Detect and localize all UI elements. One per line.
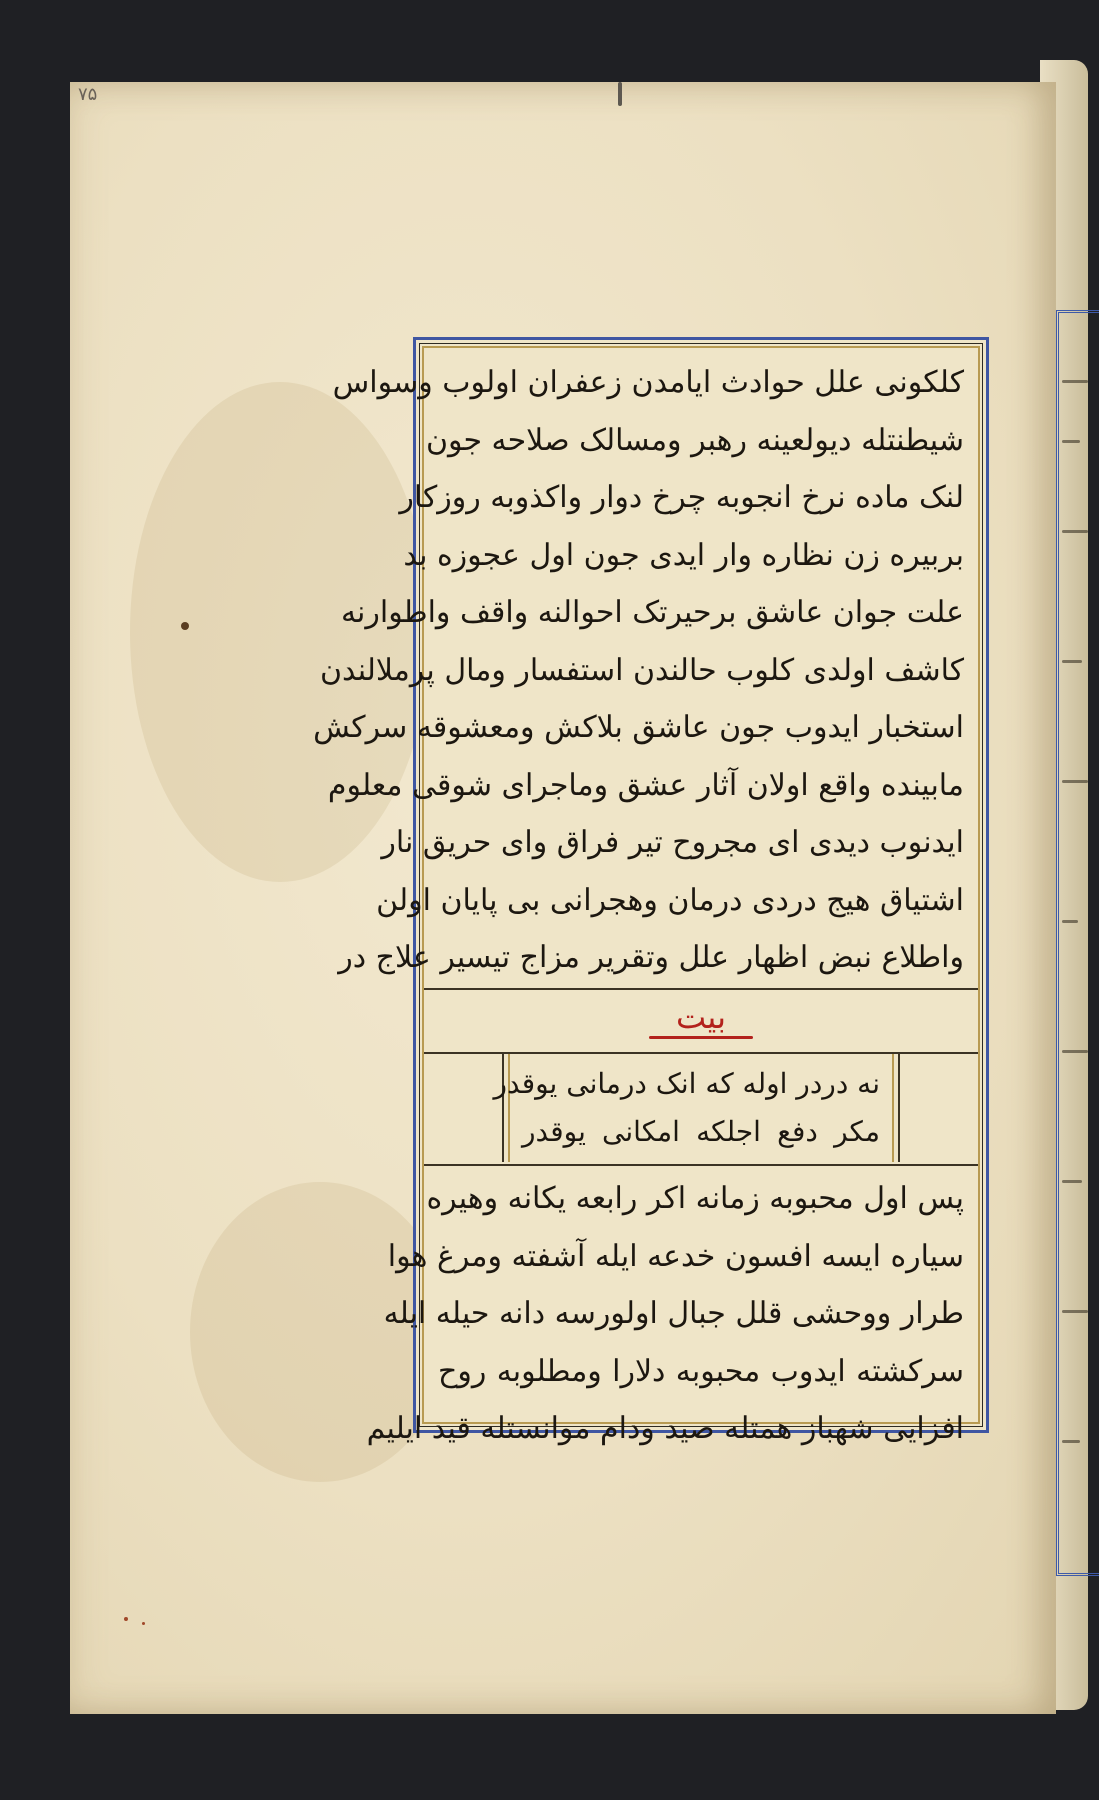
verse-line: مکر دفع اجلکه امکانی یوقدر (522, 1115, 880, 1148)
adjacent-text-stroke (1062, 1050, 1088, 1053)
text-line: اشتیاق هیج دردی درمان وهجرانی بی پایان اولن (376, 882, 964, 918)
text-line: طرار ووحشی قلل جبال اولورسه دانه حیله ایله (383, 1296, 964, 1331)
ink-spot (181, 622, 189, 630)
text-line: لنک ماده نرخ انجوبه چرخ دوار واکذوبه روزکار (399, 480, 964, 515)
text-line: کلکونی علل حوادث ایامدن زعفران اولوب وسواس (332, 365, 964, 400)
text-line: بربیره زن نظاره وار ایدی جون اول عجوزه بد (403, 537, 964, 573)
verse-heading-band (424, 992, 978, 1050)
verse-band (424, 1054, 978, 1162)
text-line: مابینده واقع اولان آثار عشق وماجرای شوقی معلوم (327, 767, 964, 803)
text-line: سیاره ایسه افسون خدعه ایله آشفته ومرغ هوا (387, 1238, 964, 1274)
text-line: شیطنتله دیولعینه رهبر ومسالک صلاحه جون (425, 422, 964, 458)
verse-box (493, 1054, 900, 1162)
thread-mark (618, 82, 622, 106)
text-line: ایدنوب دیدی ای مجروح تیر فراق وای حریق نار (381, 825, 964, 860)
text-line: سرکشته ایدوب محبوبه دلارا ومطلوبه روح (438, 1353, 964, 1389)
text-line: علت جوان عاشق برحیرتک احوالنه واقف واطوارنه (340, 595, 964, 630)
adjacent-text-stroke (1062, 780, 1088, 783)
prose-section-bottom (366, 1168, 978, 1446)
adjacent-text-stroke (1062, 1440, 1080, 1443)
manuscript-folio (70, 82, 1056, 1714)
text-line: استخبار ایدوب جون عاشق بلاکش ومعشوقه سرکش (313, 710, 964, 745)
ruling-line (424, 988, 978, 990)
verse-heading: بیت (676, 998, 726, 1036)
prose-section-top (313, 348, 978, 988)
heading-flourish (649, 1036, 753, 1039)
adjacent-text-stroke (1062, 440, 1080, 443)
adjacent-text-stroke (1062, 1180, 1082, 1183)
text-block-inner-frame (313, 346, 980, 1446)
adjacent-text-stroke (1062, 660, 1082, 663)
adjacent-text-stroke (1062, 920, 1078, 923)
text-line: افزایی شهباز همتله صید ودام موانستله قید ایلیم (366, 1411, 964, 1446)
adjacent-text-stroke (1062, 1310, 1088, 1313)
adjacent-text-stroke (1062, 530, 1088, 533)
ruling-line (424, 1164, 978, 1166)
text-line: پس اول محبوبه زمانه اکر رابعه یکانه وهیره (426, 1181, 964, 1216)
verse-line: نه دردر اوله که انک درمانی یوقدر (493, 1067, 880, 1100)
text-line: کاشف اولدی کلوب حالندن استفسار ومال پرملالندن (319, 652, 964, 688)
adjacent-text-stroke (1062, 380, 1088, 383)
text-line: واطلاع نبض اظهار علل وتقریر مزاج تیسیر علاج در (338, 940, 964, 975)
ink-spot (142, 1622, 145, 1625)
folio-number: ۷۵ (78, 84, 98, 105)
ink-spot (124, 1617, 128, 1621)
adjacent-page-frame (1056, 310, 1099, 1576)
text-block-frame (313, 337, 989, 1446)
